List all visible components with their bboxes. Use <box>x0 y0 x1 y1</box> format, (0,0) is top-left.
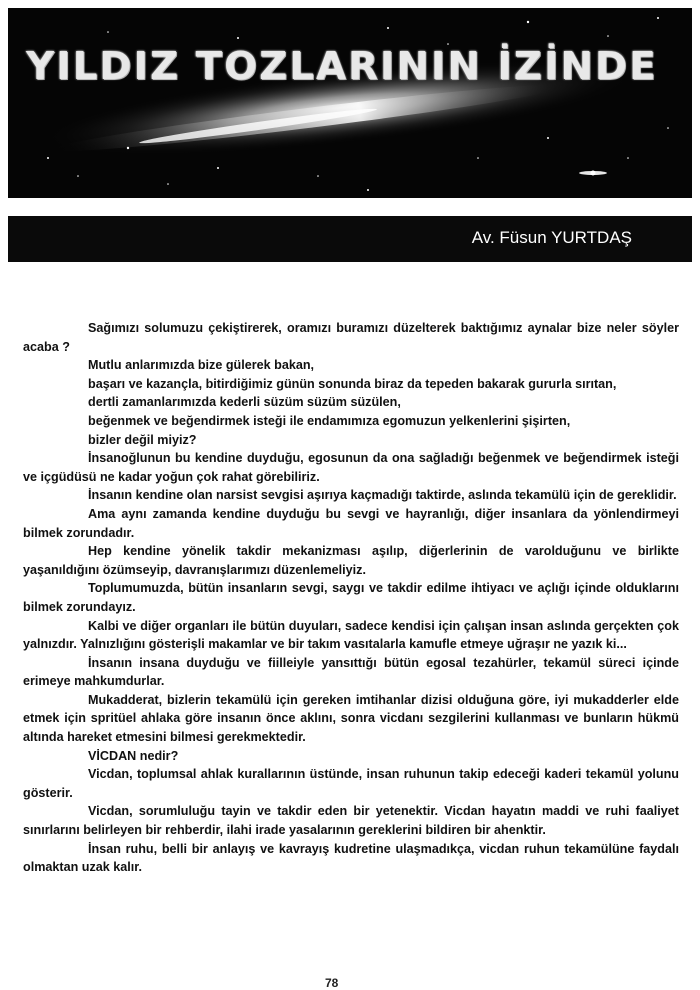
article-body <box>23 319 679 877</box>
paragraph: dertli zamanlarımızda kederli süzüm süzüm süzülen, <box>88 395 401 410</box>
paragraph: beğenmek ve beğendirmek isteği ile endamımıza egomuzun yelkenlerini şişirten, <box>88 413 571 428</box>
paragraph: İnsanın insana duyduğu ve fiilleiyle yansıttığı bütün egosal tezahürler, tekamül süreci içinde erimeye mahkumdurlar. <box>23 655 679 689</box>
paragraph: Mutlu anlarımızda bize gülerek bakan, <box>88 358 315 373</box>
paragraph: başarı ve kazançla, bitirdiğimiz günün sonunda biraz da tepeden bakarak gururla sırıtan, <box>88 376 617 391</box>
page-number: 78 <box>325 976 339 990</box>
paragraph: Toplumumuzda, bütün insanların sevgi, saygı ve takdir edilme ihtiyacı ve açlığı içinde olduklarını bilmek zorundayız. <box>23 581 679 614</box>
paragraph: Vicdan, toplumsal ahlak kurallarının üstünde, insan ruhunun takip edeceği kaderi tekamül yolunu gösterir. <box>23 767 679 800</box>
paragraph: Ama aynı zamanda kendine duyduğu bu sevgi ve hayranlığı, diğer insanlara da yönlendirmeyi bilmek zorundadır. <box>23 506 679 540</box>
page-title: YILDIZ TOZLARININ İZİNDE <box>26 44 658 88</box>
paragraph: Hep kendine yönelik takdir mekanizması aşılıp, diğerlerinin de varolduğunu ve birlikte yaşanıldığını özümseyip, davranışlarımızı düzenlemeliyiz. <box>23 544 679 577</box>
paragraph: Vicdan, sorumluluğu tayin ve takdir eden bir yetenektir. Vicdan hayatın maddi ve ruhi faaliyet sınırlarını belirleyen bir rehberdir, ilahi irade yasalarının gereklerini bildiren bir ahenktir. <box>23 804 679 838</box>
paragraph: Kalbi ve diğer organları ile bütün duyuları, sadece kendisi için çalışan insan aslında gerçekten çok yalnızdır. Yalnızlığını gösterişli makamlar ve bir takım vasıtalarla kamufle etmeye uğraşır ne yazık ki... <box>23 618 679 652</box>
starfield-graphic <box>8 8 692 198</box>
paragraph: Mukadderat, bizlerin tekamülü için gereken imtihanlar dizisi olduğuna göre, iyi mukadderler elde etmek için spritüel ahlaka göre insanın önce aklını, sonra vicdanı sezgilerini kullanması ve bunların hükmü altında hareket etmesini bilmesi gerekmektedir. <box>23 692 679 745</box>
header-banner <box>8 8 692 198</box>
paragraph: bizler değil miyiz? <box>88 432 197 447</box>
author-bar <box>8 216 692 262</box>
author-name: Av. Füsun YURTDAŞ <box>471 228 632 247</box>
paragraph: İnsanoğlunun bu kendine duyduğu, egosunun da ona sağladığı beğenmek ve beğendirmek isteği ve içgüdüsü ne kadar yoğun çok rahat görebiliriz. <box>23 451 679 484</box>
section-question: VİCDAN nedir? <box>88 748 179 763</box>
paragraph: İnsan ruhu, belli bir anlayış ve kavrayış kudretine ulaşmadıkça, vicdan ruhun tekamülüne faydalı olmaktan uzak kalır. <box>23 841 679 875</box>
paragraph: Sağımızı solumuzu çekiştirerek, oramızı buramızı düzelterek baktığımız aynalar bize neler söyler acaba ? <box>23 321 679 354</box>
paragraph: İnsanın kendine olan narsist sevgisi aşırıya kaçmadığı taktirde, aslında tekamülü için de gereklidir. <box>88 488 677 503</box>
